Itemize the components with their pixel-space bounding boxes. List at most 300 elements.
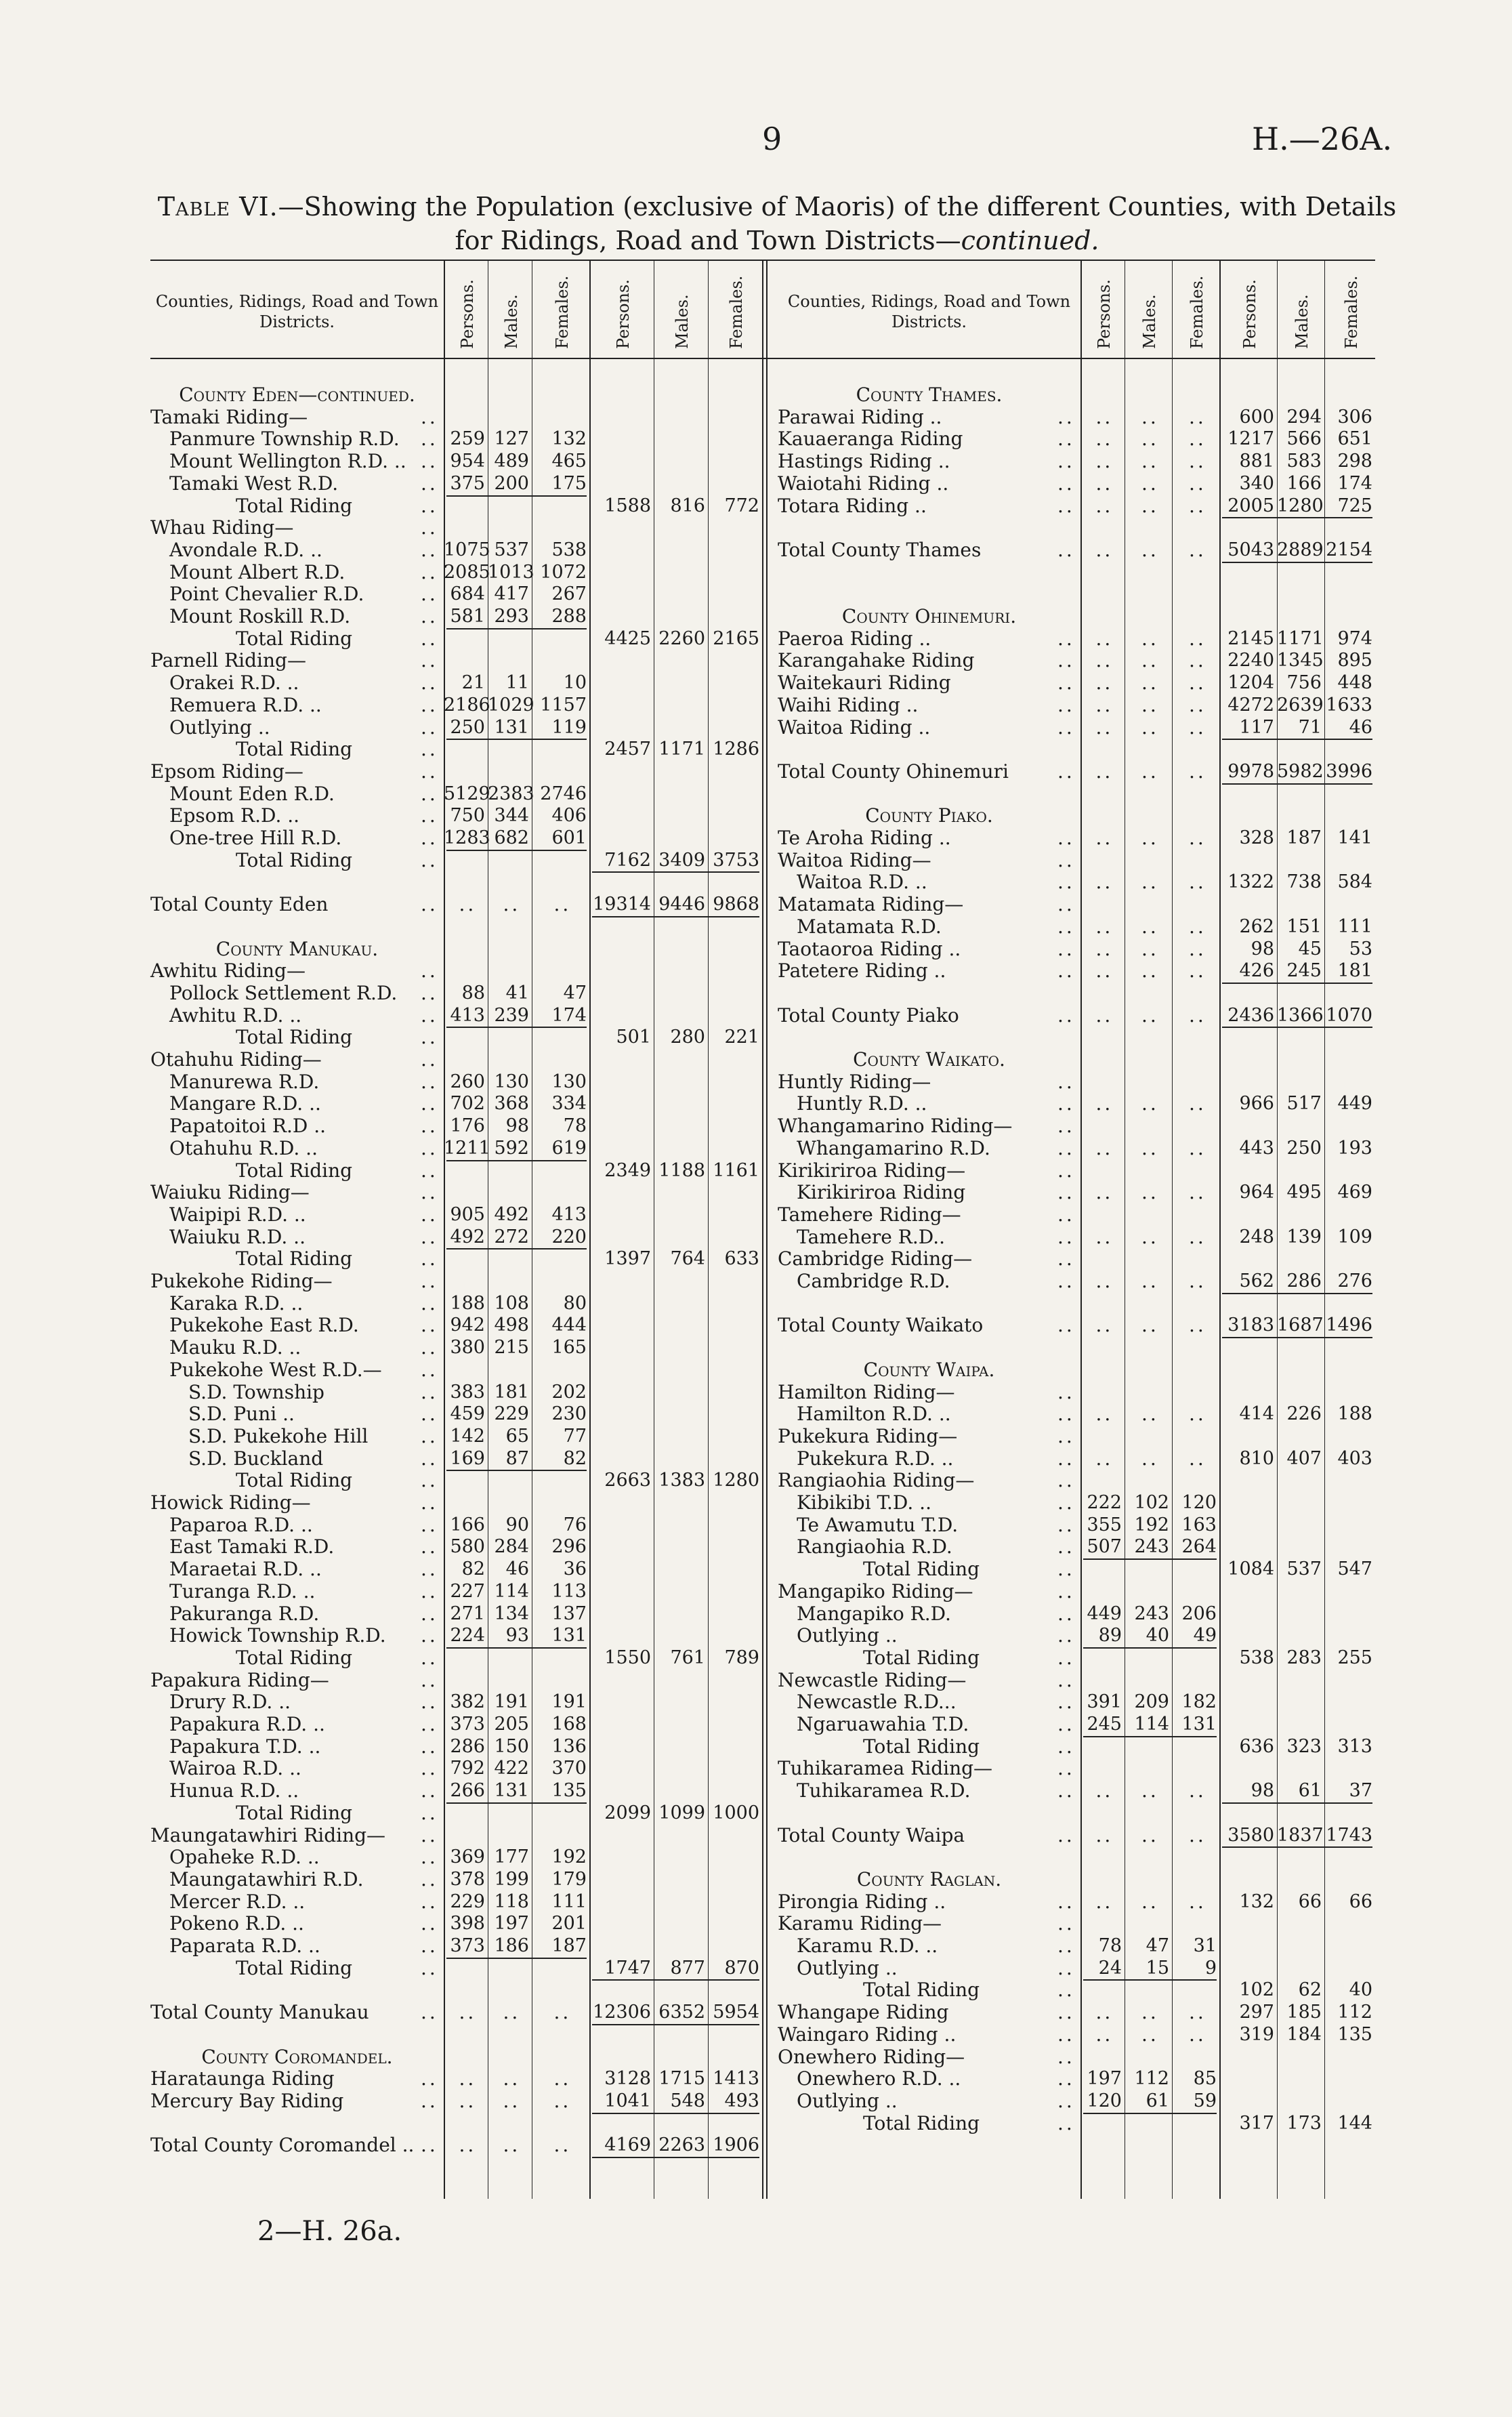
left-row-label: Remuera R.D. .. — [169, 693, 322, 716]
right-leader-dots: .. — [1057, 2089, 1075, 2112]
left-row-label: East Tamaki R.D. — [169, 1535, 335, 1558]
left-leader-dots: .. — [421, 1380, 438, 1403]
left-females-value: 80 — [563, 1292, 587, 1314]
left-males-value: 134 — [494, 1603, 529, 1624]
right-leader-dots: .. — [1057, 1225, 1075, 1248]
right-row-label: Total County Waipa — [778, 1823, 965, 1846]
left-row-label: Harataunga Riding — [150, 2067, 335, 2090]
right-table-row — [0, 1758, 1512, 1779]
right-row-label: County Ohinemuri. — [841, 605, 1017, 627]
right-total-rule — [1222, 1337, 1372, 1338]
left-males-value: 229 — [494, 1403, 529, 1425]
left-leader-dots: .. — [421, 1558, 438, 1581]
right-leader-dots: .. — [1057, 827, 1075, 849]
left-leader-dots: .. — [421, 605, 438, 627]
right-leader-dots: .. — [1057, 1757, 1075, 1780]
left-females-value: 165 — [551, 1337, 587, 1359]
left-row-label: Pokeno R.D. .. — [169, 1912, 304, 1935]
right-leader-dots: .. — [1057, 937, 1075, 960]
left-leader-dots: .. — [459, 2067, 477, 2090]
right-females-value: 206 — [1181, 1603, 1217, 1624]
left-row-label: Epsom Riding— — [150, 760, 303, 783]
right-leader-dots: .. — [1057, 428, 1075, 451]
left-females-value: 191 — [551, 1691, 587, 1713]
right-leader-dots: .. — [1057, 1136, 1075, 1159]
right-persons-value: 1322 — [1227, 871, 1274, 893]
left-females-value: 413 — [551, 1203, 587, 1225]
right-persons-value: 636 — [1239, 1735, 1274, 1757]
left-leader-dots: .. — [421, 1314, 438, 1337]
right-leader-dots: .. — [1095, 428, 1114, 451]
left-females-value: 2165 — [713, 627, 759, 649]
left-persons-value: 1588 — [604, 495, 651, 516]
left-row-label: Waiuku Riding— — [150, 1181, 310, 1204]
right-total-rule — [1222, 1293, 1372, 1294]
right-table-row — [0, 2025, 1512, 2045]
left-leader-dots: .. — [421, 516, 438, 539]
right-table-row — [0, 872, 1512, 892]
right-persons-value: 507 — [1087, 1536, 1122, 1558]
left-persons-value: 383 — [450, 1381, 485, 1403]
left-row-label: Whau Riding— — [150, 516, 294, 539]
left-persons-value: 580 — [450, 1536, 485, 1558]
right-leader-dots: .. — [1189, 405, 1206, 428]
right-males-value: 283 — [1286, 1647, 1322, 1668]
right-row-label: Huntly R.D. .. — [797, 1092, 927, 1115]
left-leader-dots: .. — [503, 893, 521, 916]
right-persons-value: 810 — [1239, 1447, 1274, 1469]
left-females-value: 444 — [551, 1315, 587, 1336]
right-leader-dots: .. — [1189, 450, 1206, 473]
right-leader-dots: .. — [1189, 1270, 1206, 1292]
right-females-value: 2154 — [1326, 539, 1372, 560]
right-persons-value: 2145 — [1227, 627, 1274, 649]
left-leader-dots: .. — [421, 1513, 438, 1536]
left-leader-dots: .. — [421, 1602, 438, 1625]
left-males-value: 41 — [505, 982, 529, 1004]
left-leader-dots: .. — [421, 494, 438, 517]
right-males-value: 1171 — [1277, 627, 1324, 649]
left-persons-value: 581 — [450, 606, 485, 627]
right-leader-dots: .. — [1141, 627, 1159, 650]
left-row-label: Opaheke R.D. .. — [169, 1846, 320, 1869]
right-leader-dots: .. — [1095, 538, 1114, 561]
right-females-value: 66 — [1349, 1891, 1372, 1912]
right-females-value: 584 — [1337, 871, 1372, 893]
right-row-label: Outlying .. — [797, 1956, 898, 1979]
right-persons-value: 117 — [1239, 716, 1274, 738]
right-leader-dots: .. — [1189, 2023, 1206, 2046]
left-leader-dots: .. — [421, 583, 438, 606]
right-row-label: Onewhero Riding— — [778, 2045, 965, 2068]
left-males-value: 284 — [494, 1536, 529, 1558]
left-persons-value: 954 — [450, 451, 485, 472]
left-persons-value: 224 — [450, 1625, 485, 1647]
right-leader-dots: .. — [1057, 1247, 1075, 1271]
right-district-header: Counties, Ridings, Road and Town Districts. — [787, 292, 1071, 331]
left-row-label: Tamaki West R.D. — [169, 472, 339, 495]
right-leader-dots: .. — [1057, 1979, 1075, 2002]
right-leader-dots: .. — [1141, 405, 1159, 428]
left-males-value: 293 — [494, 606, 529, 627]
left-leader-dots: .. — [421, 1358, 438, 1381]
right-leader-dots: .. — [1057, 1469, 1075, 1492]
right-row-label: Newcastle Riding— — [778, 1668, 967, 1691]
left-row-label: Karaka R.D. .. — [169, 1292, 303, 1315]
left-males-value: 108 — [494, 1292, 529, 1314]
left-females-value: 1000 — [713, 1802, 759, 1823]
left-table-row — [0, 2135, 1512, 2155]
left-persons-value: 501 — [616, 1027, 651, 1048]
right-males-value: 1280 — [1277, 495, 1324, 516]
left-males-value: 2263 — [658, 2134, 705, 2156]
right-persons-value: 132 — [1239, 1891, 1274, 1912]
right-males-value: 61 — [1146, 2090, 1169, 2111]
right-row-label: Karamu Riding— — [778, 1912, 942, 1935]
left-persons-value: 375 — [450, 472, 485, 494]
right-table-row — [0, 961, 1512, 981]
right-females-value: 255 — [1337, 1647, 1372, 1668]
left-leader-dots: .. — [421, 1823, 438, 1846]
right-row-label: Hamilton R.D. .. — [797, 1403, 951, 1426]
right-persons-value: 297 — [1239, 2002, 1274, 2023]
right-persons-value: 89 — [1098, 1625, 1122, 1647]
right-row-label: Kauaeranga Riding — [778, 428, 963, 451]
left-females-value: 1157 — [540, 694, 587, 716]
right-males-value: 61 — [1298, 1780, 1322, 1802]
right-females-value: 547 — [1337, 1558, 1372, 1580]
left-females-header: Females. — [727, 275, 746, 349]
left-females-value: 267 — [551, 583, 587, 605]
right-leader-dots: .. — [1189, 1092, 1206, 1115]
left-females-header: Females. — [552, 275, 572, 349]
left-row-label: Mauku R.D. .. — [169, 1336, 301, 1359]
right-males-value: 40 — [1146, 1625, 1169, 1647]
right-row-label: Kirikiriroa Riding — [797, 1181, 966, 1204]
left-leader-dots: .. — [421, 1713, 438, 1735]
right-leader-dots: .. — [1141, 2023, 1159, 2046]
left-males-value: 761 — [670, 1647, 705, 1668]
right-males-value: 187 — [1286, 827, 1322, 848]
left-row-label: Total Riding — [236, 738, 353, 761]
left-males-header: Males. — [501, 294, 521, 349]
right-persons-value: 248 — [1239, 1226, 1274, 1247]
left-row-label: Papakura R.D. .. — [169, 1713, 325, 1735]
left-males-value: 199 — [494, 1868, 529, 1890]
right-table-row — [0, 828, 1512, 848]
right-leader-dots: .. — [1095, 1004, 1114, 1027]
right-table-row — [0, 1670, 1512, 1691]
left-leader-dots: .. — [421, 738, 438, 761]
left-persons-value: 2349 — [604, 1159, 651, 1181]
left-females-value: 465 — [551, 451, 587, 472]
right-leader-dots: .. — [1189, 627, 1206, 650]
right-table-row — [0, 1205, 1512, 1225]
left-males-value: 417 — [494, 583, 529, 605]
left-row-label: Mangare R.D. .. — [169, 1092, 321, 1115]
left-leader-dots: .. — [503, 2134, 521, 2157]
left-leader-dots: .. — [421, 2067, 438, 2090]
right-leader-dots: .. — [1095, 827, 1114, 849]
left-row-label: Mount Albert R.D. — [169, 560, 345, 583]
right-persons-value: 3580 — [1227, 1824, 1274, 1846]
left-males-value: 280 — [670, 1027, 705, 1048]
left-row-label: Mercury Bay Riding — [150, 2089, 344, 2112]
caption-line-1: —Showing the Population (exclusive of Maoris) of the different Counties, with Details — [278, 192, 1397, 222]
left-males-value: 11 — [505, 672, 529, 694]
left-persons-value: 702 — [450, 1093, 485, 1115]
right-persons-value: 881 — [1239, 451, 1274, 472]
left-persons-value: 271 — [450, 1603, 485, 1624]
left-leader-dots: .. — [421, 1447, 438, 1470]
left-females-value: 168 — [551, 1714, 587, 1735]
right-row-label: Matamata R.D. — [797, 915, 942, 938]
right-table-row — [0, 1559, 1512, 1579]
right-females-value: 403 — [1337, 1447, 1372, 1469]
left-leader-dots: .. — [421, 1424, 438, 1447]
left-row-label: Howick Riding— — [150, 1491, 311, 1514]
right-leader-dots: .. — [1057, 1513, 1075, 1536]
left-row-label: Pollock Settlement R.D. — [169, 981, 398, 1004]
right-leader-dots: .. — [1057, 1935, 1075, 1957]
right-males-header: Males. — [1140, 294, 1159, 349]
right-table-row — [0, 1138, 1512, 1159]
left-leader-dots: .. — [421, 1491, 438, 1514]
left-females-value: 77 — [563, 1425, 587, 1447]
right-leader-dots: .. — [1095, 693, 1114, 716]
right-row-label: Total County Piako — [778, 1004, 959, 1027]
left-leader-dots: .. — [553, 2089, 572, 2112]
left-males-header: Males. — [673, 294, 692, 349]
left-males-value: 422 — [494, 1758, 529, 1779]
right-leader-dots: .. — [1141, 649, 1159, 672]
right-persons-value: 197 — [1087, 2068, 1122, 2090]
right-leader-dots: .. — [1057, 1203, 1075, 1226]
right-row-label: Outlying .. — [797, 1624, 898, 1647]
right-males-value: 517 — [1286, 1093, 1322, 1115]
right-females-value: 9 — [1204, 1957, 1217, 1979]
left-persons-value: 378 — [450, 1868, 485, 1890]
right-persons-value: 98 — [1251, 938, 1274, 959]
right-row-label: Total Riding — [863, 1735, 980, 1758]
right-row-label: Ngaruawahia T.D. — [797, 1713, 969, 1735]
left-leader-dots: .. — [421, 2089, 438, 2112]
right-leader-dots: .. — [1141, 1314, 1159, 1337]
right-females-value: 3996 — [1326, 760, 1372, 782]
right-table-row — [0, 1072, 1512, 1092]
left-leader-dots: .. — [421, 760, 438, 783]
left-row-label: Pukekohe Riding— — [150, 1270, 333, 1292]
left-males-value: 114 — [494, 1580, 529, 1602]
left-persons-value: 1283 — [444, 827, 490, 848]
left-row-label: Mount Wellington R.D. .. — [169, 450, 406, 473]
left-males-value: 816 — [670, 495, 705, 516]
right-leader-dots: .. — [1189, 1823, 1206, 1846]
right-males-value: 66 — [1298, 1891, 1322, 1912]
right-males-value: 71 — [1298, 716, 1322, 738]
right-females-value: 193 — [1337, 1137, 1372, 1159]
right-leader-dots: .. — [1189, 472, 1206, 495]
left-persons-value: 2457 — [604, 739, 651, 760]
left-row-label: Waiuku R.D. .. — [169, 1225, 306, 1248]
left-persons-value: 1550 — [604, 1647, 651, 1668]
left-leader-dots: .. — [421, 893, 438, 916]
right-leader-dots: .. — [1057, 1713, 1075, 1735]
left-females-value: 47 — [563, 982, 587, 1004]
right-leader-dots: .. — [1057, 1602, 1075, 1625]
right-leader-dots: .. — [1141, 716, 1159, 739]
right-leader-dots: .. — [1057, 1558, 1075, 1581]
right-males-value: 1366 — [1277, 1004, 1324, 1026]
left-leader-dots: .. — [421, 848, 438, 871]
left-males-value: 131 — [494, 716, 529, 738]
right-males-value: 243 — [1134, 1536, 1169, 1558]
left-leader-dots: .. — [421, 1270, 438, 1292]
right-table-row — [0, 894, 1512, 915]
right-leader-dots: .. — [1057, 1668, 1075, 1691]
left-leader-dots: .. — [553, 2134, 572, 2157]
left-males-value: 498 — [494, 1315, 529, 1336]
left-males-value: 1188 — [658, 1159, 705, 1181]
left-males-value: 150 — [494, 1735, 529, 1757]
right-females-value: 1633 — [1326, 694, 1372, 716]
left-persons-value: 398 — [450, 1913, 485, 1935]
right-leader-dots: .. — [1141, 1092, 1159, 1115]
left-leader-dots: .. — [421, 538, 438, 561]
left-persons-value: 684 — [450, 583, 485, 605]
right-males-value: 226 — [1286, 1403, 1322, 1425]
left-row-label: S.D. Township — [188, 1380, 324, 1403]
left-males-value: 130 — [494, 1071, 529, 1092]
left-leader-dots: .. — [421, 693, 438, 716]
left-leader-dots: .. — [421, 1668, 438, 1691]
left-males-value: 90 — [505, 1514, 529, 1535]
right-table-row — [0, 1470, 1512, 1491]
right-leader-dots: .. — [1189, 1447, 1206, 1470]
left-leader-dots: .. — [421, 1048, 438, 1071]
right-males-value: 286 — [1286, 1271, 1322, 1292]
left-leader-dots: .. — [421, 672, 438, 695]
right-row-label: Rangiaohia Riding— — [778, 1469, 975, 1492]
right-table-row — [0, 1714, 1512, 1735]
right-leader-dots: .. — [1057, 1314, 1075, 1337]
right-table-row — [0, 2002, 1512, 2023]
right-row-label: Total County Waikato — [778, 1314, 984, 1337]
right-leader-dots: .. — [1189, 649, 1206, 672]
right-females-header: Females. — [1188, 275, 1206, 349]
right-leader-dots: .. — [1141, 693, 1159, 716]
right-row-label: Huntly Riding— — [778, 1070, 931, 1093]
right-table-row — [0, 762, 1512, 782]
right-females-value: 306 — [1337, 406, 1372, 428]
right-total-rule — [1222, 562, 1372, 563]
left-leader-dots: .. — [421, 2134, 438, 2157]
left-females-value: 78 — [563, 1115, 587, 1137]
right-row-label: Tamehere Riding— — [778, 1203, 961, 1226]
right-persons-value: 391 — [1087, 1691, 1122, 1713]
right-males-value: 566 — [1286, 428, 1322, 450]
right-leader-dots: .. — [1057, 450, 1075, 473]
right-leader-dots: .. — [1189, 1181, 1206, 1204]
right-table-row — [0, 1094, 1512, 1114]
left-males-value: 682 — [494, 827, 529, 848]
right-leader-dots: .. — [1095, 1092, 1114, 1115]
right-table-row — [0, 1449, 1512, 1469]
right-row-label: Total Riding — [863, 1646, 980, 1669]
right-leader-dots: .. — [1189, 1403, 1206, 1426]
left-table-row — [0, 584, 1512, 604]
left-males-value: 368 — [494, 1093, 529, 1115]
left-females-value: 772 — [724, 495, 759, 516]
left-females-value: 201 — [551, 1913, 587, 1935]
right-row-label: Total County Ohinemuri — [778, 760, 1009, 783]
left-leader-dots: .. — [421, 782, 438, 805]
left-leader-dots: .. — [421, 1403, 438, 1426]
right-females-value: 120 — [1181, 1492, 1217, 1513]
right-leader-dots: .. — [1141, 1136, 1159, 1159]
right-leader-dots: .. — [1189, 959, 1206, 983]
right-persons-value: 538 — [1239, 1647, 1274, 1668]
left-leader-dots: .. — [421, 627, 438, 650]
right-persons-value: 317 — [1239, 2112, 1274, 2134]
left-leader-dots: .. — [421, 1004, 438, 1027]
right-males-value: 495 — [1286, 1182, 1322, 1203]
left-row-label: Mercer R.D. .. — [169, 1890, 306, 1913]
right-leader-dots: .. — [1057, 1624, 1075, 1647]
left-leader-dots: .. — [421, 1535, 438, 1558]
right-table-row — [0, 1692, 1512, 1712]
left-leader-dots: .. — [421, 1779, 438, 1802]
right-row-label: Waitekauri Riding — [778, 672, 951, 695]
right-table-row — [0, 673, 1512, 693]
right-females-value: 109 — [1337, 1226, 1372, 1247]
right-leader-dots: .. — [1189, 1004, 1206, 1027]
right-row-label: Cambridge Riding— — [778, 1247, 973, 1271]
right-table-row — [0, 1737, 1512, 1757]
left-persons-value: 905 — [450, 1203, 485, 1225]
left-persons-value: 176 — [450, 1115, 485, 1137]
right-leader-dots: .. — [1095, 627, 1114, 650]
right-leader-dots: .. — [1189, 2001, 1206, 2024]
left-males-value: 118 — [494, 1891, 529, 1912]
right-leader-dots: .. — [1141, 1447, 1159, 1470]
right-persons-value: 222 — [1087, 1492, 1122, 1513]
right-row-label: Kirikiriroa Riding— — [778, 1159, 966, 1182]
left-table-row — [0, 983, 1512, 1004]
left-females-value: 1413 — [713, 2068, 759, 2090]
left-persons-value: 169 — [450, 1447, 485, 1469]
right-leader-dots: .. — [1057, 2111, 1075, 2134]
left-males-value: 6352 — [658, 2002, 705, 2023]
right-leader-dots: .. — [1141, 937, 1159, 960]
right-females-value: 174 — [1337, 472, 1372, 494]
right-persons-value: 319 — [1239, 2023, 1274, 2045]
left-persons-value: 260 — [450, 1071, 485, 1092]
left-row-label: Total Riding — [236, 1646, 353, 1669]
right-leader-dots: .. — [1057, 1380, 1075, 1403]
left-row-label: Pakuranga R.D. — [169, 1602, 320, 1625]
right-leader-dots: .. — [1189, 494, 1206, 517]
right-leader-dots: .. — [1095, 450, 1114, 473]
page-number: 9 — [762, 121, 782, 157]
left-females-value: 493 — [724, 2090, 759, 2111]
left-males-value: 492 — [494, 1203, 529, 1225]
right-females-value: 85 — [1193, 2068, 1217, 2090]
left-females-value: 119 — [551, 716, 587, 738]
left-table-row — [0, 1338, 1512, 1358]
right-leader-dots: .. — [1141, 2001, 1159, 2024]
left-females-value: 619 — [551, 1137, 587, 1159]
